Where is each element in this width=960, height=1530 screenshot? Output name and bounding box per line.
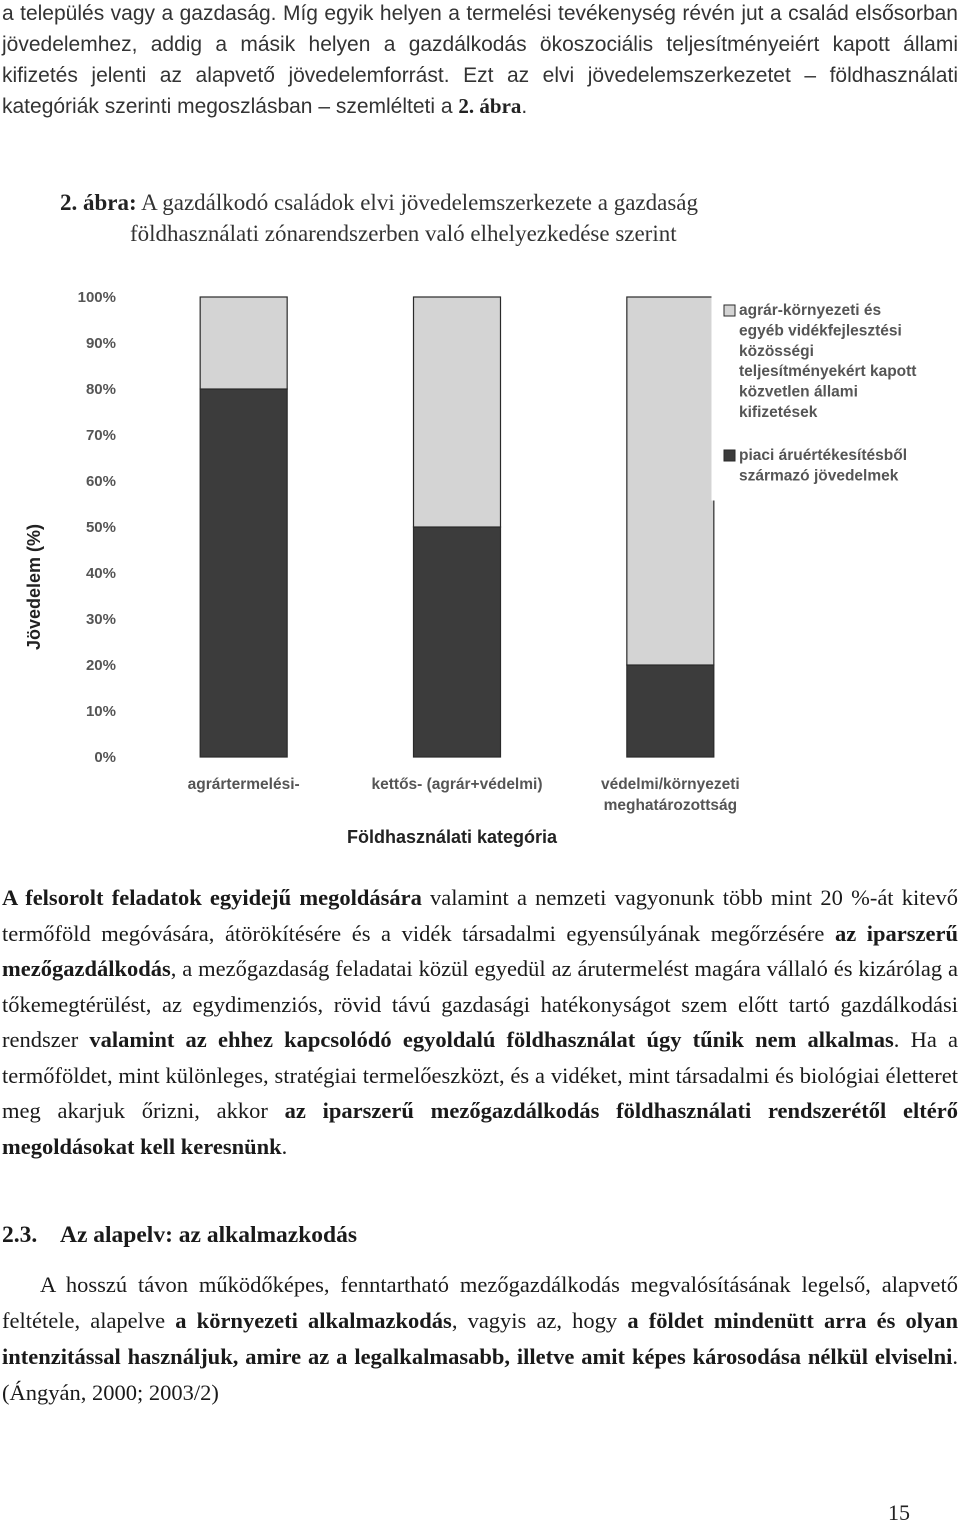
section-heading	[2, 1222, 357, 1249]
y-tick-label: 0%	[94, 749, 116, 766]
legend-label: teljesítményekért kapott	[739, 363, 917, 381]
y-tick-label: 80%	[85, 381, 116, 398]
section-title: Az alapelv: az alkalmazkodás	[60, 1222, 358, 1248]
section-number: 2.3.	[2, 1222, 38, 1248]
y-tick-label: 100%	[77, 289, 116, 306]
body1-bold-2: az iparszerű mezőgazdálkodás	[2, 920, 958, 981]
legend-label: származó jövedelmek	[739, 467, 899, 485]
intro-text: a település vagy a gazdaság. Míg egyik helyen a termelési tevékenység révén jut a család elsősorban jövedelemhez, addig a másik helyen a gazdálkodás ökoszociális teljesítményeiért kapott állami kifizetés jelenti az alapvető jövedelemforrást. Ezt az elvi jövedelemszerkezetet – földhasználati kategóriák szerinti megoszlásban – szemlélteti a	[2, 2, 958, 118]
body-paragraph-1	[2, 880, 958, 1164]
figure-reference: 2. ábra	[458, 94, 522, 118]
figure-caption	[60, 187, 940, 249]
income-structure-chart	[0, 270, 960, 860]
x-axis-label: Földhasználati kategória	[346, 827, 558, 847]
y-tick-label: 40%	[85, 565, 116, 582]
legend-label: közvetlen állami	[739, 383, 858, 401]
y-tick-label: 90%	[85, 335, 116, 352]
body1-bold-1: A felsorolt feladatok egyidejű megoldására	[2, 885, 422, 910]
body2-bold-2: a földet mindenütt arra és olyan intenzitással használjuk, amire az a legalkalmasabb, illetve amit képes károsodása nélkül elviselni	[2, 1308, 958, 1369]
legend-label: egyéb vidékfejlesztési	[739, 322, 902, 340]
bar-segment	[414, 527, 501, 757]
body2-text-3: . (Ángyán, 2000; 2003/2)	[2, 1344, 958, 1405]
y-axis-label: Jövedelem (%)	[24, 523, 44, 651]
legend-swatch	[724, 305, 735, 316]
legend-label: agrár-környezeti és	[739, 302, 882, 319]
caption-line-2: földhasználati zónarendszerben való elhelyezkedése szerint	[130, 221, 677, 246]
body2-text-2: , vagyis az, hogy	[451, 1308, 628, 1333]
body1-bold-4: az iparszerű mezőgazdálkodás földhasználati rendszerétől eltérő megoldásokat kell keresnünk	[2, 1098, 958, 1159]
y-tick-label: 30%	[85, 611, 116, 628]
figure-label: 2. ábra:	[60, 190, 137, 215]
body1-text-3: . Ha a termőföldet, mint különleges, stratégiai termelőeszközt, és a vidéket, mint társadalmi és biológiai életteret meg akarjuk őrizni, akkor	[2, 1027, 958, 1123]
bar-segment	[627, 665, 714, 757]
intro-end: .	[521, 95, 528, 118]
bar-segment	[200, 389, 287, 757]
body1-text-2: , a mezőgazdaság feladatai közül egyedül az árutermelést magára vállaló és kizárólag a tőkemegtérülést, az egydimenziós, rövid távú gazdasági hatékonyságot szem előtt tartó gazdálkodási rendszer	[2, 956, 958, 1052]
body2-text-1: A hosszú távon működőképes, fenntartható mezőgazdálkodás megvalósításának legelső, alapvető feltétele, alapelve	[2, 1272, 958, 1333]
x-tick-label: kettős- (agrár+védelmi)	[371, 776, 543, 793]
x-tick-label: meghatározottság	[603, 797, 738, 814]
y-tick-label: 70%	[85, 427, 116, 444]
y-tick-label: 10%	[85, 703, 116, 720]
legend-label: közösségi	[739, 342, 814, 360]
bar-segment	[414, 297, 501, 527]
bar-segment	[627, 297, 714, 665]
y-tick-label: 50%	[85, 519, 116, 536]
x-tick-label: agrártermelési-	[187, 776, 300, 793]
y-tick-label: 20%	[85, 657, 116, 674]
y-tick-label: 60%	[85, 473, 116, 490]
bar-segment	[200, 297, 287, 389]
intro-paragraph	[2, 0, 958, 122]
legend-swatch	[724, 450, 735, 461]
page-number: 15	[888, 1500, 910, 1525]
caption-line-1: A gazdálkodó családok elvi jövedelemszerkezete a gazdaság	[136, 190, 699, 215]
legend-label: kifizetések	[739, 404, 818, 421]
x-tick-label: védelmi/környezeti	[600, 776, 740, 793]
legend-label: piaci áruértékesítésből	[739, 447, 907, 464]
body2-bold-1: a környezeti alkalmazkodás	[175, 1308, 452, 1333]
body1-bold-3: valamint az ehhez kapcsolódó egyoldalú földhasználat úgy tűnik nem alkalmas	[89, 1027, 894, 1052]
body1-text-4: .	[281, 1133, 288, 1159]
body1-text-1: valamint a nemzeti vagyonunk több mint 20 %-át kitevő termőföld megóvására, átörökítésére és a vidék társadalmi egyensúlyának megőrzésére	[2, 885, 958, 946]
body-paragraph-2	[2, 1267, 958, 1411]
